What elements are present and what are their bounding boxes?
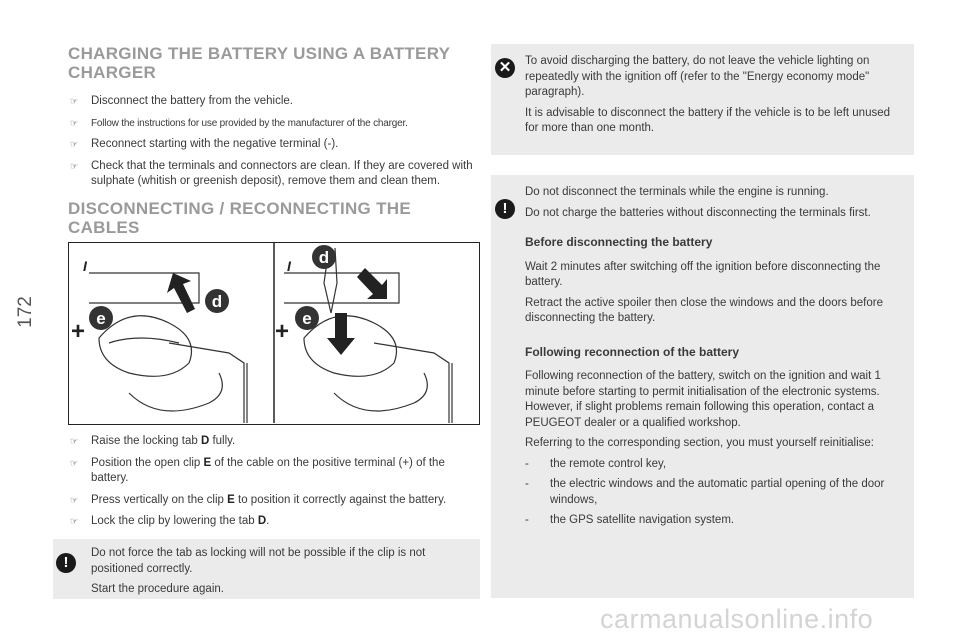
diagram-label-plus: + <box>71 318 86 345</box>
arrow-up-icon <box>167 273 195 313</box>
list-item: ☞ Reconnect starting with the negative terminal (-). <box>68 137 473 153</box>
diagram-label-i-right: I <box>287 258 291 274</box>
pointing-finger-icon: ☞ <box>70 436 79 446</box>
list-item: - the remote control key, <box>525 457 667 470</box>
arrow-down-icon <box>327 313 355 355</box>
battery-illustration <box>68 242 480 425</box>
cable-steps <box>68 434 473 536</box>
exclamation-icon: ! <box>56 553 76 573</box>
page-number: 172 <box>15 296 36 328</box>
list-item: ☞ Raise the locking tab D fully. <box>68 434 473 450</box>
list-item: ☞ Check that the terminals and connectors are clean. If they are covered with sulphate (whitish or greenish deposit), remove them and clean them. <box>70 159 473 187</box>
pointing-finger-icon: ☞ <box>70 117 78 128</box>
cables-title: DISCONNECTING / RECONNECTING THE CABLES <box>68 199 412 237</box>
diagram-label-plus-right: + <box>275 318 290 345</box>
tab-force-warning-text: Do not force the tab as locking will not be possible if the clip is not positioned correctly. Start the procedure again. <box>91 547 426 595</box>
charging-bullets <box>68 94 473 190</box>
energy-economy-text: To avoid discharging the battery, do not leave the vehicle lighting on repeatedly with the ignition off (refer to the "Energy economy mode" paragraph). It is advisable to disconnect the battery if the vehicle is to be left unused for more than one month. <box>525 55 891 134</box>
list-item: - the GPS satellite navigation system. <box>525 514 735 526</box>
pointing-finger-icon: ☞ <box>70 96 79 106</box>
list-item: ☞ Follow the instructions for use provided by the manufacturer of the charger. <box>68 116 473 132</box>
diagram-label-e-right: e <box>302 309 312 328</box>
cables-section <box>68 199 448 237</box>
terminals-warning <box>491 175 914 598</box>
pointing-finger-icon: ☞ <box>70 457 79 468</box>
pointing-finger-icon: ☞ <box>70 139 79 149</box>
charging-title: CHARGING THE BATTERY USING A BATTERY CHARGER <box>68 44 450 82</box>
list-item: ☞ Press vertically on the clip E to position it correctly against the battery. <box>68 493 473 509</box>
charging-section <box>68 44 473 196</box>
following-reconnection-heading: Following reconnection of the battery <box>525 344 740 359</box>
steps-list <box>68 434 473 530</box>
diagram-label-d-right: d <box>318 248 330 267</box>
diagram-label-d: d <box>211 292 223 311</box>
diagram-label-e: e <box>96 309 106 328</box>
battery-terminal-diagram <box>69 243 478 423</box>
exclamation-icon: ! <box>495 199 515 219</box>
tab-force-warning <box>53 539 480 599</box>
energy-economy-note <box>491 44 914 155</box>
reinitialise-list <box>525 457 905 529</box>
pointing-finger-icon: ☞ <box>70 160 79 171</box>
pointing-finger-icon: ☞ <box>70 516 79 526</box>
watermark: carmanualsonline.info <box>600 604 874 634</box>
wrench-icon: ✕ <box>495 58 515 78</box>
list-item: - the electric windows and the automatic partial opening of the door windows, <box>525 478 885 506</box>
list-item: ☞ Position the open clip E of the cable on the positive terminal (+) of the battery. <box>70 456 445 484</box>
terminals-warning-text: Do not disconnect the terminals while the engine is running. Do not charge the batteries without disconnecting the terminals first. Before disconnecting the battery Wait 2 minutes after switching off the ignition before disconnecting the battery. Retract the active spoiler then close the windows and the doors before disconnecting the battery. Following reconnection of the battery Following reconnection of the battery, switch on the ignition and wait 1 minute before starting to permit initialisation of the electronic systems. However, if slight problems remain following this operation, contact a PEUGEOT dealer or a qualified workshop. Referring to the corresponding section, you must yourself reinitialise: - the remote control key, - the electric windows and the automatic partial opening of the door windows, - the GPS satellite navigation system. <box>525 185 905 534</box>
diagram-label-i: I <box>83 258 87 274</box>
list-item: ☞ Disconnect the battery from the vehicle. <box>68 94 473 110</box>
before-disconnecting-heading: Before disconnecting the battery <box>525 235 713 249</box>
list-item: ☞ Lock the clip by lowering the tab D. <box>68 514 473 530</box>
pointing-finger-icon: ☞ <box>70 494 79 505</box>
